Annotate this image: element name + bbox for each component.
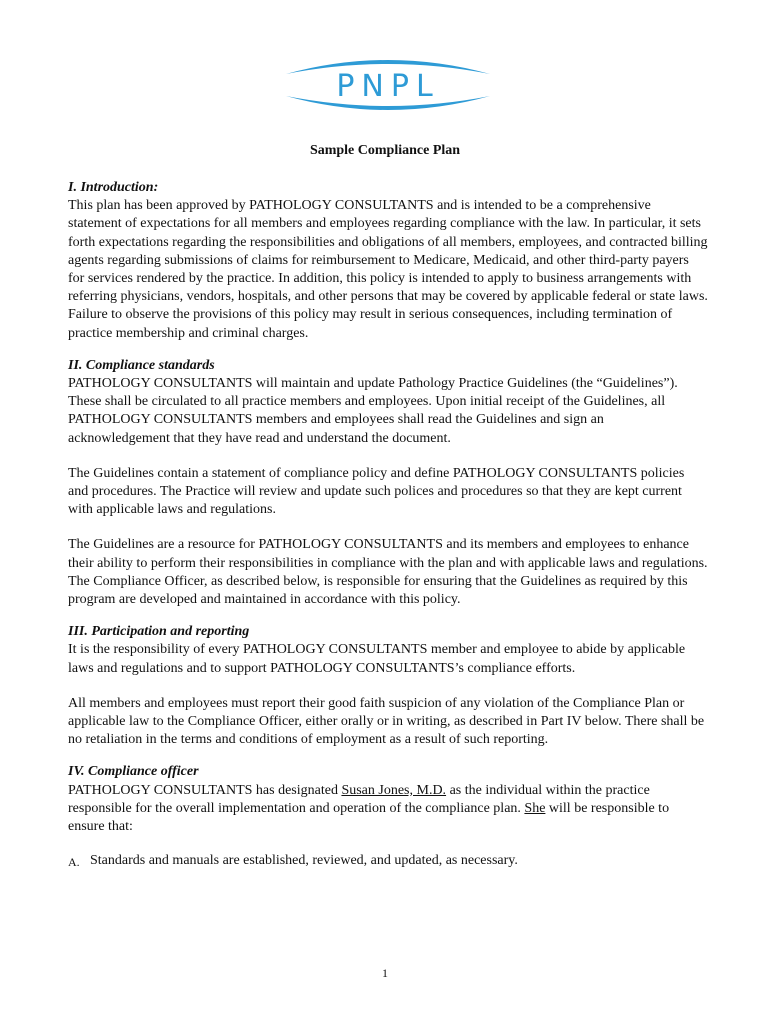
document-title: Sample Compliance Plan [309, 143, 461, 158]
list-marker: A. [68, 855, 80, 870]
section-compliance-officer [68, 763, 708, 871]
section-heading: IV. Compliance officer [68, 764, 199, 780]
paragraph [68, 782, 708, 837]
paragraph: The Guidelines contain a statement of compliance policy and define PATHOLOGY CONSULTANTS policies and procedures. The Practice will review and update such polices and procedures so that they are kept current with applicable laws and regulations. [68, 465, 685, 518]
section-heading: III. Participation and reporting [68, 624, 250, 640]
paragraph: All members and employees must report their good faith suspicion of any violation of the Compliance Plan or applicable law to the Compliance Officer, either orally or in writing, as described in Part IV below. There shall be no retaliation in the terms and conditions of employment as a result of such reporting. [68, 695, 705, 748]
document-body [68, 179, 708, 872]
section-participation-reporting [68, 623, 708, 749]
paragraph: The Guidelines are a resource for PATHOLOGY CONSULTANTS and its members and employees to enhance their ability to perform their responsibilities in compliance with the plan and with applicable laws and regulations. The Compliance Officer, as described below, is responsible for ensuring that the Guidelines as required by this program are developed and maintained in accordance with this policy. [68, 537, 708, 608]
page-number: 1 [382, 966, 388, 980]
logo-text: PNPL [336, 69, 440, 104]
section-heading: II. Compliance standards [68, 357, 215, 373]
pnpl-logo [276, 50, 500, 126]
text-run: PATHOLOGY CONSULTANTS has designated [68, 782, 342, 798]
paragraph: It is the responsibility of every PATHOLOGY CONSULTANTS member and employee to abide by applicable laws and regulations and to support PATHOLOGY CONSULTANTS’s compliance efforts. [68, 642, 686, 676]
compliance-officer-name: Susan Jones, M.D. [341, 782, 447, 798]
pnpl-logo-graphic [276, 50, 500, 126]
paragraph: PATHOLOGY CONSULTANTS will maintain and update Pathology Practice Guidelines (the “Guidelines”). These shall be circulated to all practice members and employees. Upon initial receipt of the Guidelines, all PATHOLOGY CONSULTANTS members and employees shall read the Guidelines and sign an acknowledgement that they have read and understand the document. [68, 376, 678, 446]
text-run: as the individual within the practice responsible for the overall implementation and operation of the compliance plan. [68, 782, 650, 816]
pronoun: She [524, 800, 546, 816]
paragraph: This plan has been approved by PATHOLOGY CONSULTANTS and is intended to be a comprehensive statement of expectations for all members and employees regarding compliance with the law. In particular, it sets forth expectations regarding the responsibilities and obligations of all members, employees, and contracted billing agents regarding submissions of claims for reimbursement to Medicare, Medicaid, and other third-party payers for services rendered by the practice. In addition, this policy is intended to apply to business arrangements with referring physicians, vendors, hospitals, and other persons that may be covered by applicable federal or state laws. Failure to observe the provisions of this policy may result in serious consequences, including termination of practice membership and criminal charges. [68, 198, 708, 341]
section-introduction [68, 179, 708, 343]
text-run: will be responsible to ensure that: [68, 800, 670, 835]
list-item-text: Standards and manuals are established, reviewed, and updated, as necessary. [90, 853, 518, 869]
list-item [68, 852, 708, 871]
section-compliance-standards [68, 357, 708, 609]
section-heading: I. Introduction: [68, 180, 159, 195]
